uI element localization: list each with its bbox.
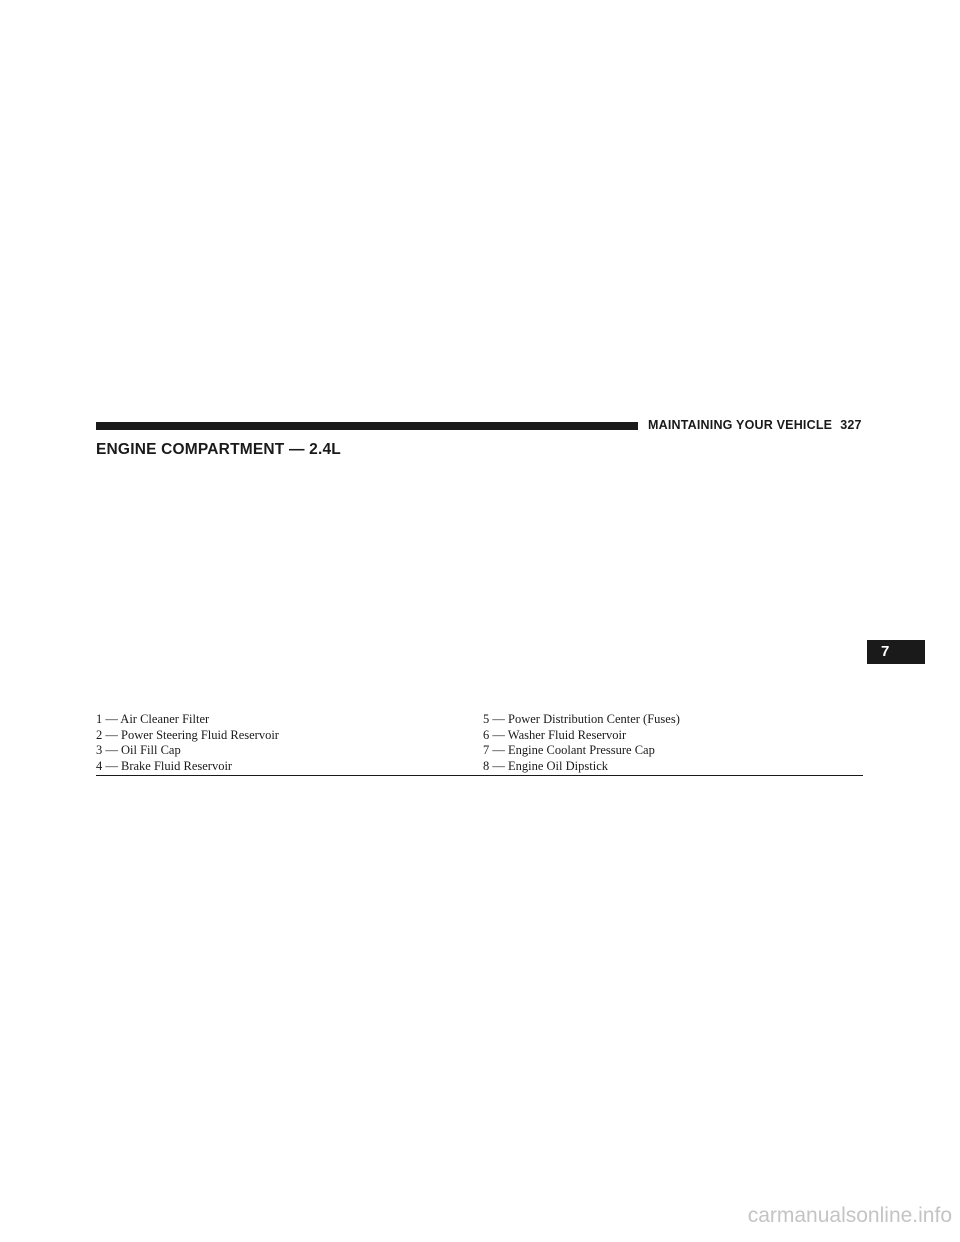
header-rule-bar [96, 422, 638, 430]
legend-item: 5 — Power Distribution Center (Fuses) [483, 712, 680, 726]
legend-divider [96, 775, 863, 776]
legend-item: 3 — Oil Fill Cap [96, 743, 181, 757]
legend-item: 1 — Air Cleaner Filter [96, 712, 210, 726]
legend-item: 6 — Washer Fluid Reservoir [483, 727, 627, 742]
legend-column-left [96, 712, 279, 774]
page-number: 327 [840, 418, 862, 432]
running-header [648, 418, 862, 432]
legend-column-right [483, 712, 680, 774]
watermark: carmanualsonline.info [747, 1204, 952, 1227]
legend-item: 2 — Power Steering Fluid Reservoir [96, 727, 279, 742]
section-title: ENGINE COMPARTMENT — 2.4L [96, 441, 341, 458]
legend-item: 7 — Engine Coolant Pressure Cap [483, 743, 655, 757]
chapter-tab: 7 [867, 640, 925, 664]
legend-item: 4 — Brake Fluid Reservoir [96, 758, 233, 773]
running-header-section: MAINTAINING YOUR VEHICLE [648, 418, 833, 432]
legend-item: 8 — Engine Oil Dipstick [483, 758, 608, 773]
